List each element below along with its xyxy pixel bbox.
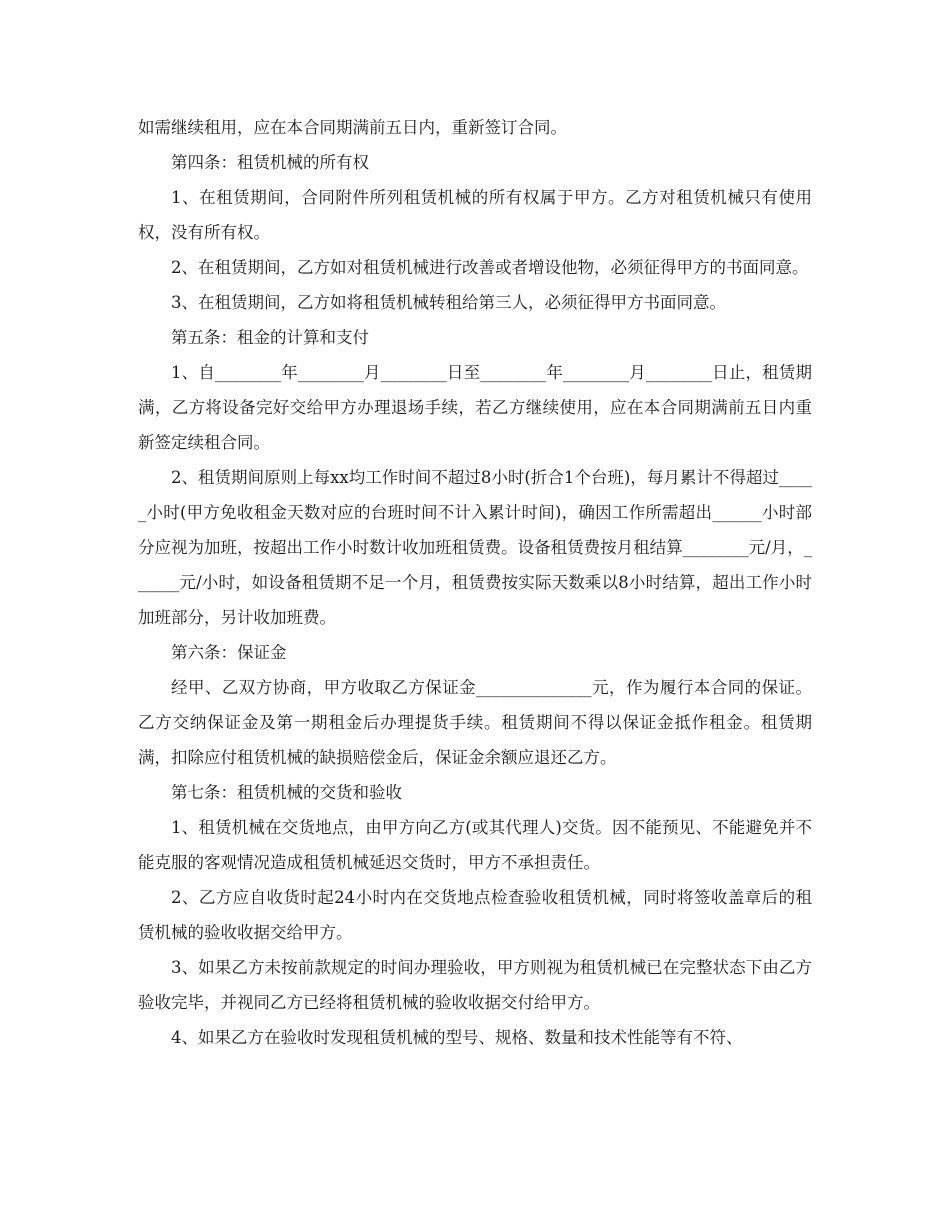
- article-5-clause-2: 2、租赁期间原则上每xx均工作时间不超过8小时(折合1个台班)，每月累计不得超过_____小时(甲方免收租金天数对应的台班时间不计入累计时间)，确因工作所需超出______小时部分应视为加班，按超出工作小时数计收加班租赁费。设备租赁费按月租结算________元/月，______元/小时，如设备租赁期不足一个月，租赁费按实际天数乘以8小时结算，超出工作小时加班部分，另计收加班费。: [138, 468, 812, 627]
- article-5-heading: 第五条：租金的计算和支付: [171, 328, 369, 347]
- article-7-clause-3: 3、如果乙方未按前款规定的时间办理验收，甲方则视为租赁机械已在完整状态下由乙方验收完毕，并视同乙方已经将租赁机械的验收收据交付给甲方。: [138, 958, 812, 1012]
- article-4-clause-2: 2、在租赁期间，乙方如对租赁机械进行改善或者增设他物，必须征得甲方的书面同意。: [171, 258, 809, 277]
- paragraph-continuation: 如需继续租用，应在本合同期满前五日内，重新签订合同。: [138, 118, 567, 137]
- document-body: [138, 110, 812, 1055]
- article-7-clause-2: 2、乙方应自收货时起24小时内在交货地点检查验收租赁机械，同时将签收盖章后的租赁机械的验收收据交给甲方。: [138, 888, 812, 942]
- article-7-clause-1: 1、租赁机械在交货地点，由甲方向乙方(或其代理人)交货。因不能预见、不能避免并不能克服的客观情况造成租赁机械延迟交货时，甲方不承担责任。: [138, 818, 812, 872]
- article-6-body: 经甲、乙双方协商，甲方收取乙方保证金______________元，作为履行本合同的保证。乙方交纳保证金及第一期租金后办理提货手续。租赁期间不得以保证金抵作租金。租赁期满，扣除应付租赁机械的缺损赔偿金后，保证金余额应退还乙方。: [138, 678, 812, 767]
- article-6-heading: 第六条：保证金: [171, 643, 287, 662]
- article-4-heading: 第四条：租赁机械的所有权: [171, 153, 369, 172]
- article-7-heading: 第七条：租赁机械的交货和验收: [171, 783, 402, 802]
- article-7-clause-4: 4、如果乙方在验收时发现租赁机械的型号、规格、数量和技术性能等有不符、: [171, 1028, 743, 1047]
- article-4-clause-3: 3、在租赁期间，乙方如将租赁机械转租给第三人，必须征得甲方书面同意。: [171, 293, 726, 312]
- article-5-clause-1: 1、自________年________月________日至________年________月________日止，租赁期满，乙方将设备完好交给甲方办理退场手续，若乙方继续使用，应在本合同期满前五日内重新签定续租合同。: [138, 363, 812, 452]
- article-4-clause-1: 1、在租赁期间，合同附件所列租赁机械的所有权属于甲方。乙方对租赁机械只有使用权，没有所有权。: [138, 188, 812, 242]
